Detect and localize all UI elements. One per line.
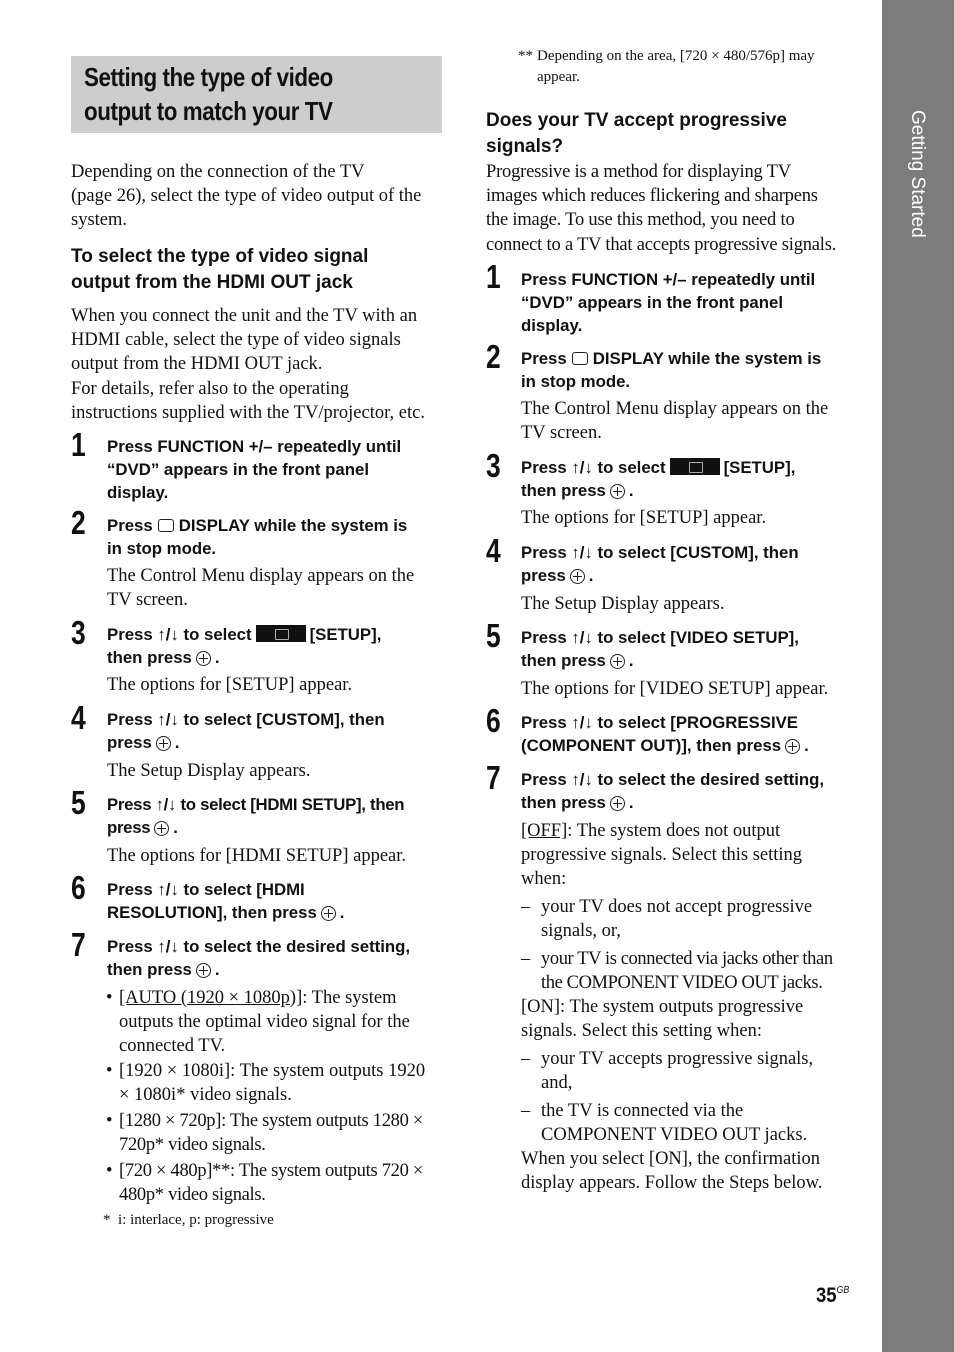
on-conditions [521,1047,861,1147]
step-4-text: Press ↑/↓ to select [CUSTOM], then press . [521,543,799,585]
enter-button-icon [610,796,625,811]
step-number: 5 [71,784,86,821]
step-number: 6 [71,869,86,906]
footnote-double: ** [518,48,533,64]
display-button-icon [572,352,588,365]
setup-toolbox-icon [256,625,306,642]
step-number: 7 [486,759,501,796]
section-title: Setting the type of video output to match your TV [71,56,442,133]
step-number: 4 [486,532,501,569]
left-heading: To select the type of video signal output from the HDMI OUT jack [71,246,369,293]
list-item: • [AUTO (1920 × 1080p)]: The system outputs the optimal video signal for the connected TV. [106,988,410,1057]
step-number: 6 [486,702,501,739]
list-item: – your TV does not accept progressive signals, or, [521,897,813,942]
enter-button-icon [196,651,211,666]
left-body: When you connect the unit and the TV with an HDMI cable, select the type of video signals output from the HDMI OUT jack. For details, refer also to the operating instructions supplied with the TV/projector, etc. [71,306,425,423]
step-6-text: Press ↑/↓ to select [PROGRESSIVE (COMPONENT OUT)], then press . [521,713,809,755]
step-number: 2 [486,338,501,375]
enter-button-icon [610,654,625,669]
step-number: 1 [486,258,501,295]
side-tab-label: Getting Started [907,110,928,238]
page-number: $35^{GB}$ [816,1284,850,1307]
step-number: 5 [486,617,501,654]
step-number: 1 [71,426,86,463]
footnote-double-text: Depending on the area, [720 × 480/576p] may appear. [537,48,815,85]
step-3-result: The options for [SETUP] appear. [521,508,767,528]
enter-button-icon [196,963,211,978]
step-2-result: The Control Menu display appears on the TV screen. [521,399,829,444]
list-item: – the TV is connected via the COMPONENT VIDEO OUT jacks. [521,1101,808,1146]
step-number: 3 [71,614,86,651]
step-2-result: The Control Menu display appears on the TV screen. [107,566,415,611]
list-item: • [720 × 480p]**: The system outputs 720 × 480p* video signals. [106,1161,423,1206]
step-6-text: Press ↑/↓ to select [HDMI RESOLUTION], then press . [107,880,345,922]
list-item: – your TV is connected via jacks other than the COMPONENT VIDEO OUT jacks. [521,949,833,994]
step-5-text: Press ↑/↓ to select [HDMI SETUP], then press . [107,795,405,837]
step-4-text: Press ↑/↓ to select [CUSTOM], then press . [107,710,385,752]
display-button-icon [158,519,174,532]
intro-text: Depending on the connection of the TV (page 26), select the type of video output of the system. [71,162,422,231]
step-3-text: Press ↑/↓ to select [SETUP], then press . [107,625,382,667]
step-3-result: The options for [SETUP] appear. [107,675,353,695]
enter-button-icon [154,821,169,836]
list-item: • [1280 × 720p]: The system outputs 1280 × 720p* video signals. [106,1111,423,1156]
step-number: 7 [71,926,86,963]
enter-button-icon [156,736,171,751]
step-5-text: Press ↑/↓ to select [VIDEO SETUP], then press . [521,628,799,670]
enter-button-icon [610,484,625,499]
step-number: 2 [71,504,86,541]
step-2-text: Press DISPLAY while the system is in stop mode. [521,349,822,391]
step-2-text: Press DISPLAY while the system is in stop mode. [107,516,408,558]
step-number: 4 [71,699,86,736]
step-5-result: The options for [VIDEO SETUP] appear. [521,679,829,699]
step-7-text: Press ↑/↓ to select the desired setting, then press . [107,937,411,979]
enter-button-icon [785,739,800,754]
step-number: 3 [486,447,501,484]
step-1-text: Press FUNCTION +/– repeatedly until “DVD” appears in the front panel display. [107,437,402,502]
footnote: * i: interlace, p: progressive [103,1212,274,1228]
step-5-result: The options for [HDMI SETUP] appear. [107,846,407,866]
setup-toolbox-icon [670,458,720,475]
off-conditions [521,895,861,995]
right-body: Progressive is a method for displaying TV images which reduces flickering and sharpens the image. To use this method, you need to connect to a TV that accepts progressive signals. [486,162,837,255]
list-item: • [1920 × 1080i]: The system outputs 1920 × 1080i* video signals. [106,1061,426,1106]
step-7-text: Press ↑/↓ to select the desired setting, then press . [521,770,825,812]
list-item: – your TV accepts progressive signals, and, [521,1049,814,1094]
step-4-result: The Setup Display appears. [521,594,725,614]
on-option: [ON]: The system outputs progressive signals. Select this setting when: [521,997,804,1042]
step-3-text: Press ↑/↓ to select [SETUP], then press . [521,458,796,500]
option-list [106,986,446,1209]
step-1-text: Press FUNCTION +/– repeatedly until “DVD” appears in the front panel display. [521,270,816,335]
step-4-result: The Setup Display appears. [107,761,311,781]
enter-button-icon [570,569,585,584]
right-heading: Does your TV accept progressive signals? [486,110,787,157]
closing-text: When you select [ON], the confirmation display appears. Follow the Steps below. [521,1149,823,1194]
enter-button-icon [321,906,336,921]
off-option: [OFF]: The system does not output progressive signals. Select this setting when: [521,821,803,890]
